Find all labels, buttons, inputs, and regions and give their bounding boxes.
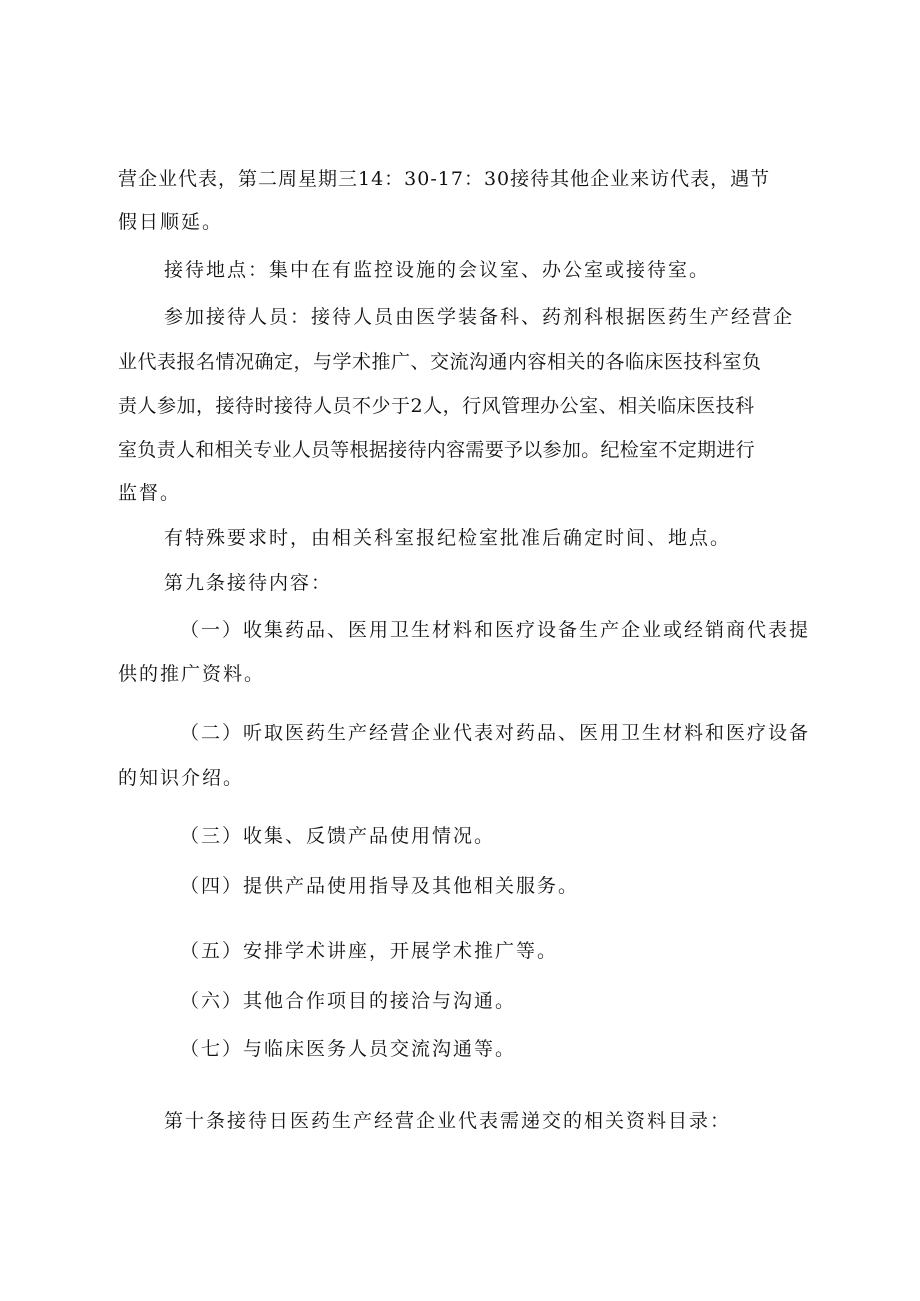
paragraph-line: 责人参加，接待时接待人员不少于2人，行风管理办公室、相关临床医技科 — [118, 395, 755, 417]
list-item: （六）其他合作项目的接洽与沟通。 — [180, 990, 517, 1012]
paragraph-line: 室负责人和相关专业人员等根据接待内容需要予以参加。纪检室不定期进行 — [118, 439, 755, 461]
paragraph-line: 接待地点：集中在有监控设施的会议室、办公室或接待室。 — [164, 259, 711, 281]
list-item: （七）与临床医务人员交流沟通等。 — [180, 1038, 517, 1060]
paragraph-line: 业代表报名情况确定，与学术推广、交流沟通内容相关的各临床医技科室负 — [118, 351, 762, 373]
paragraph-line: 假日顺延。 — [118, 211, 224, 233]
section-heading: 第九条接待内容： — [164, 572, 333, 594]
list-item: （一）收集药品、医用卫生材料和医疗设备生产企业或经销商代表提 — [180, 619, 811, 641]
paragraph-line: 营企业代表，第二周星期三14：30-17：30接待其他企业来访代表，遇节 — [118, 168, 771, 190]
paragraph-line: 监督。 — [118, 482, 182, 504]
list-item: （五）安排学术讲座，开展学术推广等。 — [180, 940, 559, 962]
list-item-continuation: 供的推广资料。 — [118, 663, 266, 685]
list-item: （四）提供产品使用指导及其他相关服务。 — [180, 875, 580, 897]
paragraph-line: 有特殊要求时，由相关科室报纪检室批准后确定时间、地点。 — [164, 527, 732, 549]
list-item: （三）收集、反馈产品使用情况。 — [180, 825, 496, 847]
paragraph-line: 参加接待人员：接待人员由医学装备科、药剂科根据医药生产经营企 — [164, 306, 795, 328]
list-item: （二）听取医药生产经营企业代表对药品、医用卫生材料和医疗设备 — [180, 722, 811, 744]
section-heading: 第十条接待日医药生产经营企业代表需递交的相关资料目录： — [164, 1110, 732, 1132]
list-item-continuation: 的知识介绍。 — [118, 767, 245, 789]
